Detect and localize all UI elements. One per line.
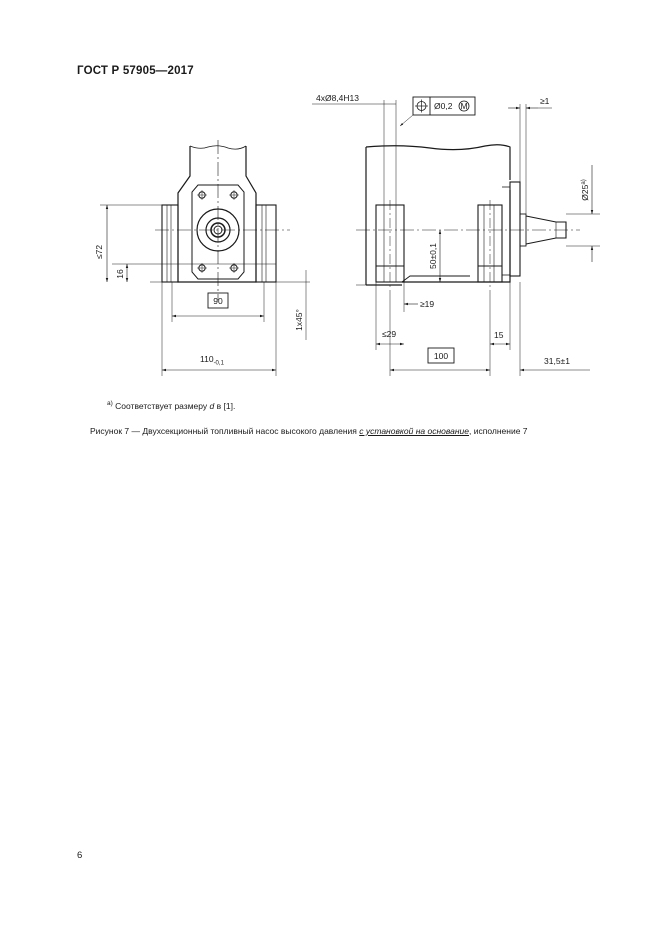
front-foot-left (162, 205, 178, 282)
dim-width-31-5: 31,5±1 (544, 356, 570, 366)
figure-caption (90, 426, 528, 436)
dim-width-100: 100 (433, 351, 449, 361)
dim-height-16: 16 (115, 269, 125, 279)
caption-prefix: Рисунок 7 — Двухсекционный топливный насос высокого давления (90, 426, 357, 436)
side-flange (510, 182, 520, 276)
dim-shaft-diameter: Ø25$^{a)}$ (580, 179, 590, 201)
footnote-var: d (209, 400, 215, 411)
dim-width-110: $110_{-0,1}$ (200, 354, 224, 367)
dim-height-72: ≤72 (94, 244, 104, 260)
front-view (100, 140, 310, 376)
footnote-marker: a) (107, 400, 113, 407)
document-header: ГОСТ Р 57905—2017 (77, 65, 194, 77)
dim-tolerance-value: Ø0,2 (434, 101, 453, 111)
dim-width-29: ≤29 (382, 329, 397, 339)
dim-width-15: 15 (494, 330, 504, 340)
footnote-text-2: в [1]. (216, 400, 236, 411)
page-number: 6 (77, 850, 83, 861)
dim-holes: 4xØ8,4H13 (316, 93, 359, 103)
dim-tolerance-modifier: M (460, 101, 468, 111)
side-view (312, 97, 600, 376)
dim-width-90: 90 (213, 296, 223, 306)
footnote (107, 400, 235, 411)
caption-underlined: с установкой на основание (359, 426, 469, 436)
side-body-outline (366, 145, 510, 285)
footnote-text: Соответствует размеру (115, 400, 208, 411)
dim-height-50: 50±0,1 (428, 243, 438, 269)
dim-chamfer: 1x45° (294, 309, 304, 331)
dim-gap-19: ≥19 (420, 299, 435, 309)
caption-suffix: , исполнение 7 (469, 426, 528, 436)
dim-gap-1: ≥1 (540, 96, 550, 106)
